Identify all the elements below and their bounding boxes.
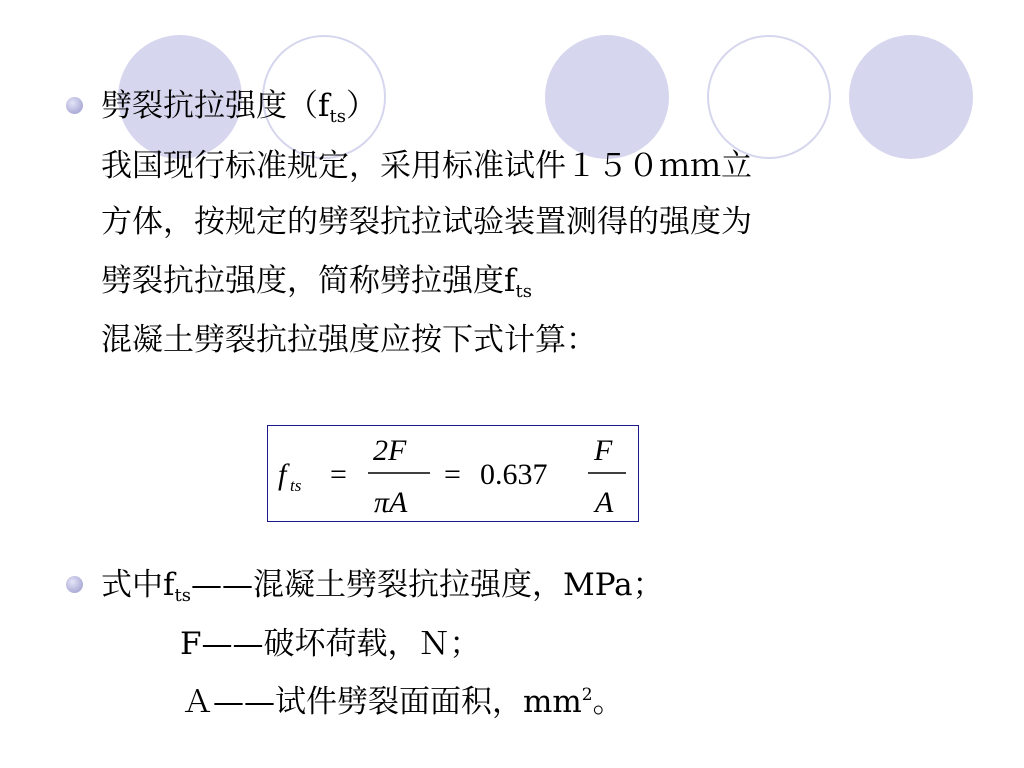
bullet1-line2: 方体，按规定的劈裂抗拉试验装置测得的强度为 xyxy=(101,204,752,240)
formula-box xyxy=(267,425,639,522)
bullet2-line3: Ａ——试件劈裂面面积，$mm^2$。 xyxy=(182,684,624,720)
decor-circle-5 xyxy=(849,35,973,159)
formula-eq1: = xyxy=(330,458,347,491)
bullet1-line1: 我国现行标准规定，采用标准试件１５０ｍｍ立 xyxy=(101,148,752,184)
bullet2-line1: 式中$f_{ts}——$混凝土劈裂抗拉强度，MPa； xyxy=(101,567,664,606)
formula-lhs-sub: ts xyxy=(290,476,302,495)
bullet1-title: 劈裂抗拉强度$(f_{ts})$ xyxy=(101,88,377,127)
bullet1-line4: 混凝土劈裂抗拉强度应按下式计算： xyxy=(101,322,597,358)
formula-coef: 0.637 xyxy=(480,458,548,491)
decor-circle-3 xyxy=(545,35,669,159)
formula-den2: A xyxy=(595,486,614,519)
bullet2-line2: F——破坏荷载，Ｎ； xyxy=(180,626,481,662)
decor-circle-4 xyxy=(707,35,831,159)
bullet1-line3: 劈裂抗拉强度，简称劈拉强度$f_{ts}$ xyxy=(101,263,532,302)
formula-num2: F xyxy=(594,434,613,467)
formula-lhs: f xyxy=(278,458,287,491)
formula-den1: πA xyxy=(374,486,408,519)
formula-num1: 2F xyxy=(373,434,407,467)
formula-svg xyxy=(268,426,640,523)
bullet-icon-1 xyxy=(66,97,83,114)
bullet-icon-2 xyxy=(66,576,83,593)
formula-eq2: = xyxy=(444,458,461,491)
